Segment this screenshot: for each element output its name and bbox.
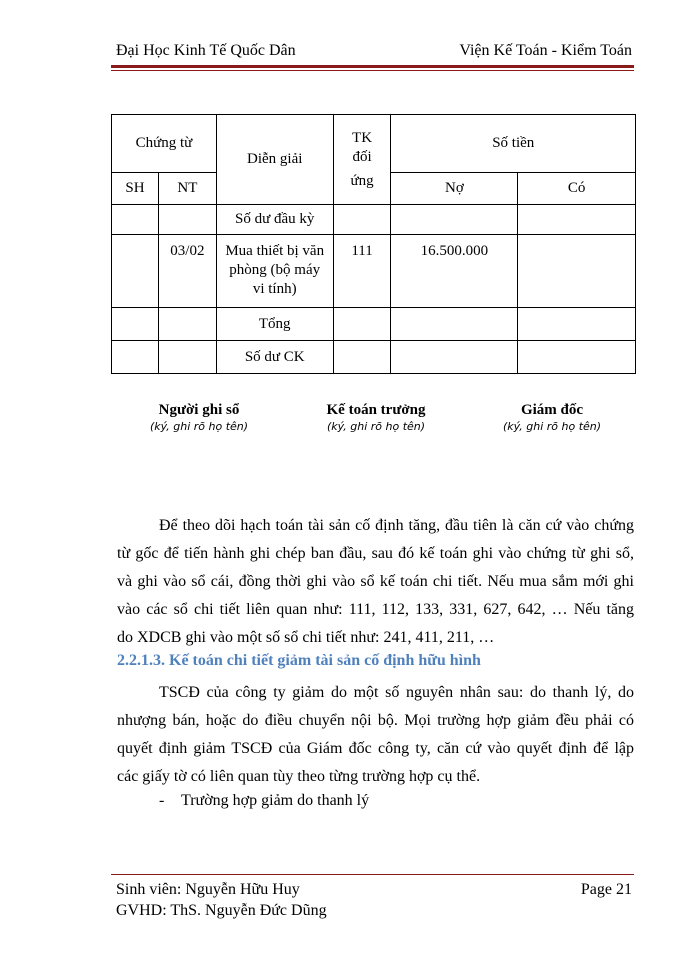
cell-desc: Số dư CK — [216, 341, 333, 374]
signature-note: (ký, ghi rõ họ tên) — [502, 420, 602, 433]
paragraph-increase — [117, 512, 634, 652]
paragraph-line: nhượng bán, hoặc do điều chuyển nội bộ. Mọi trường hợp giảm đều phải có — [117, 712, 634, 729]
cell-no — [391, 341, 518, 374]
cell-desc: Mua thiết bị văn phòng (bộ máy vi tính) — [216, 235, 333, 308]
cell-sh — [112, 235, 159, 308]
header-chung-tu: Chứng từ — [112, 115, 217, 173]
cell-co — [518, 308, 636, 341]
table-row — [112, 205, 636, 235]
bullet-text: Trường hợp giảm do thanh lý — [181, 792, 370, 809]
signature-director — [462, 402, 642, 433]
cell-nt — [158, 341, 216, 374]
header-university: Đại Học Kinh Tế Quốc Dân — [116, 42, 296, 59]
table-row — [112, 235, 636, 308]
page-header — [111, 40, 634, 64]
header-sh: SH — [112, 173, 159, 205]
cell-sh — [112, 205, 159, 235]
cell-no — [391, 308, 518, 341]
paragraph-line: các giấy tờ có liên quan tùy theo từng trường hợp cụ thể. — [117, 768, 481, 785]
cell-tk — [333, 205, 391, 235]
table-header-row — [112, 115, 636, 173]
tk-line-1: TK — [352, 129, 373, 146]
paragraph-line: vào các sổ chi tiết liên quan như: 111, 112, 133, 331, 627, 642, … Nếu tăng — [117, 601, 634, 618]
header-institute: Viện Kế Toán - Kiểm Toán — [459, 42, 632, 59]
signature-title: Người ghi sổ — [158, 402, 240, 418]
header-no: Nợ — [391, 173, 518, 205]
signature-note: (ký, ghi rõ họ tên) — [326, 420, 426, 433]
cell-nt: 03/02 — [158, 235, 216, 308]
paragraph-line: từ gốc để tiến hành ghi chép ban đầu, sau đó kế toán ghi vào chứng từ ghi sổ, — [117, 545, 634, 562]
cell-tk: 111 — [333, 235, 391, 308]
cell-co — [518, 235, 636, 308]
paragraph-decrease — [117, 679, 634, 791]
cell-desc: Số dư đầu kỳ — [216, 205, 333, 235]
tk-line-2: đối — [352, 148, 372, 165]
header-rule-thick — [111, 65, 634, 68]
cell-co — [518, 341, 636, 374]
footer-student: Sinh viên: Nguyễn Hữu Huy — [116, 881, 300, 898]
ledger-table — [111, 114, 636, 374]
cell-tk — [333, 341, 391, 374]
paragraph-line: quyết định giảm TSCĐ của Giám đốc công ty, căn cứ vào quyết định để lập — [117, 740, 634, 757]
tk-line-3: ứng — [350, 172, 374, 189]
cell-tk — [333, 308, 391, 341]
cell-nt — [158, 205, 216, 235]
signature-chief-accountant — [286, 402, 466, 433]
cell-nt — [158, 308, 216, 341]
bullet-item — [159, 792, 369, 810]
footer-advisor: GVHD: ThS. Nguyễn Đức Dũng — [116, 902, 327, 919]
section-heading: 2.2.1.3. Kế toán chi tiết giảm tài sản cố định hữu hình — [117, 652, 481, 669]
cell-sh — [112, 341, 159, 374]
cell-no: 16.500.000 — [391, 235, 518, 308]
paragraph-line: và ghi vào sổ cái, đồng thời ghi vào sổ kế toán chi tiết. Nếu mua sắm mới ghi — [117, 573, 634, 590]
table-row — [112, 341, 636, 374]
signature-note: (ký, ghi rõ họ tên) — [149, 420, 249, 433]
signature-title: Giám đốc — [520, 402, 584, 418]
header-rule-thin — [111, 70, 634, 71]
table-row — [112, 308, 636, 341]
signature-title: Kế toán trưởng — [326, 402, 426, 418]
footer-rule — [111, 874, 634, 875]
header-nt: NT — [158, 173, 216, 205]
paragraph-line: Để theo dõi hạch toán tài sản cố định tăng, đầu tiên là căn cứ vào chứng — [159, 517, 634, 534]
header-co: Có — [518, 173, 636, 205]
signature-recorder — [109, 402, 289, 433]
cell-sh — [112, 308, 159, 341]
footer-page-number: Page 21 — [580, 881, 632, 898]
header-so-tien: Số tiền — [391, 115, 636, 173]
cell-co — [518, 205, 636, 235]
paragraph-line: TSCĐ của công ty giảm do một số nguyên nhân sau: do thanh lý, do — [159, 684, 634, 701]
header-tk-doi-ung — [333, 115, 391, 205]
header-dien-giai: Diễn giải — [216, 115, 333, 205]
paragraph-line: do XDCB ghi vào một số sổ chi tiết như: 241, 411, 211, … — [117, 629, 495, 646]
cell-desc: Tổng — [216, 308, 333, 341]
bullet-dash: - — [159, 792, 165, 809]
cell-no — [391, 205, 518, 235]
